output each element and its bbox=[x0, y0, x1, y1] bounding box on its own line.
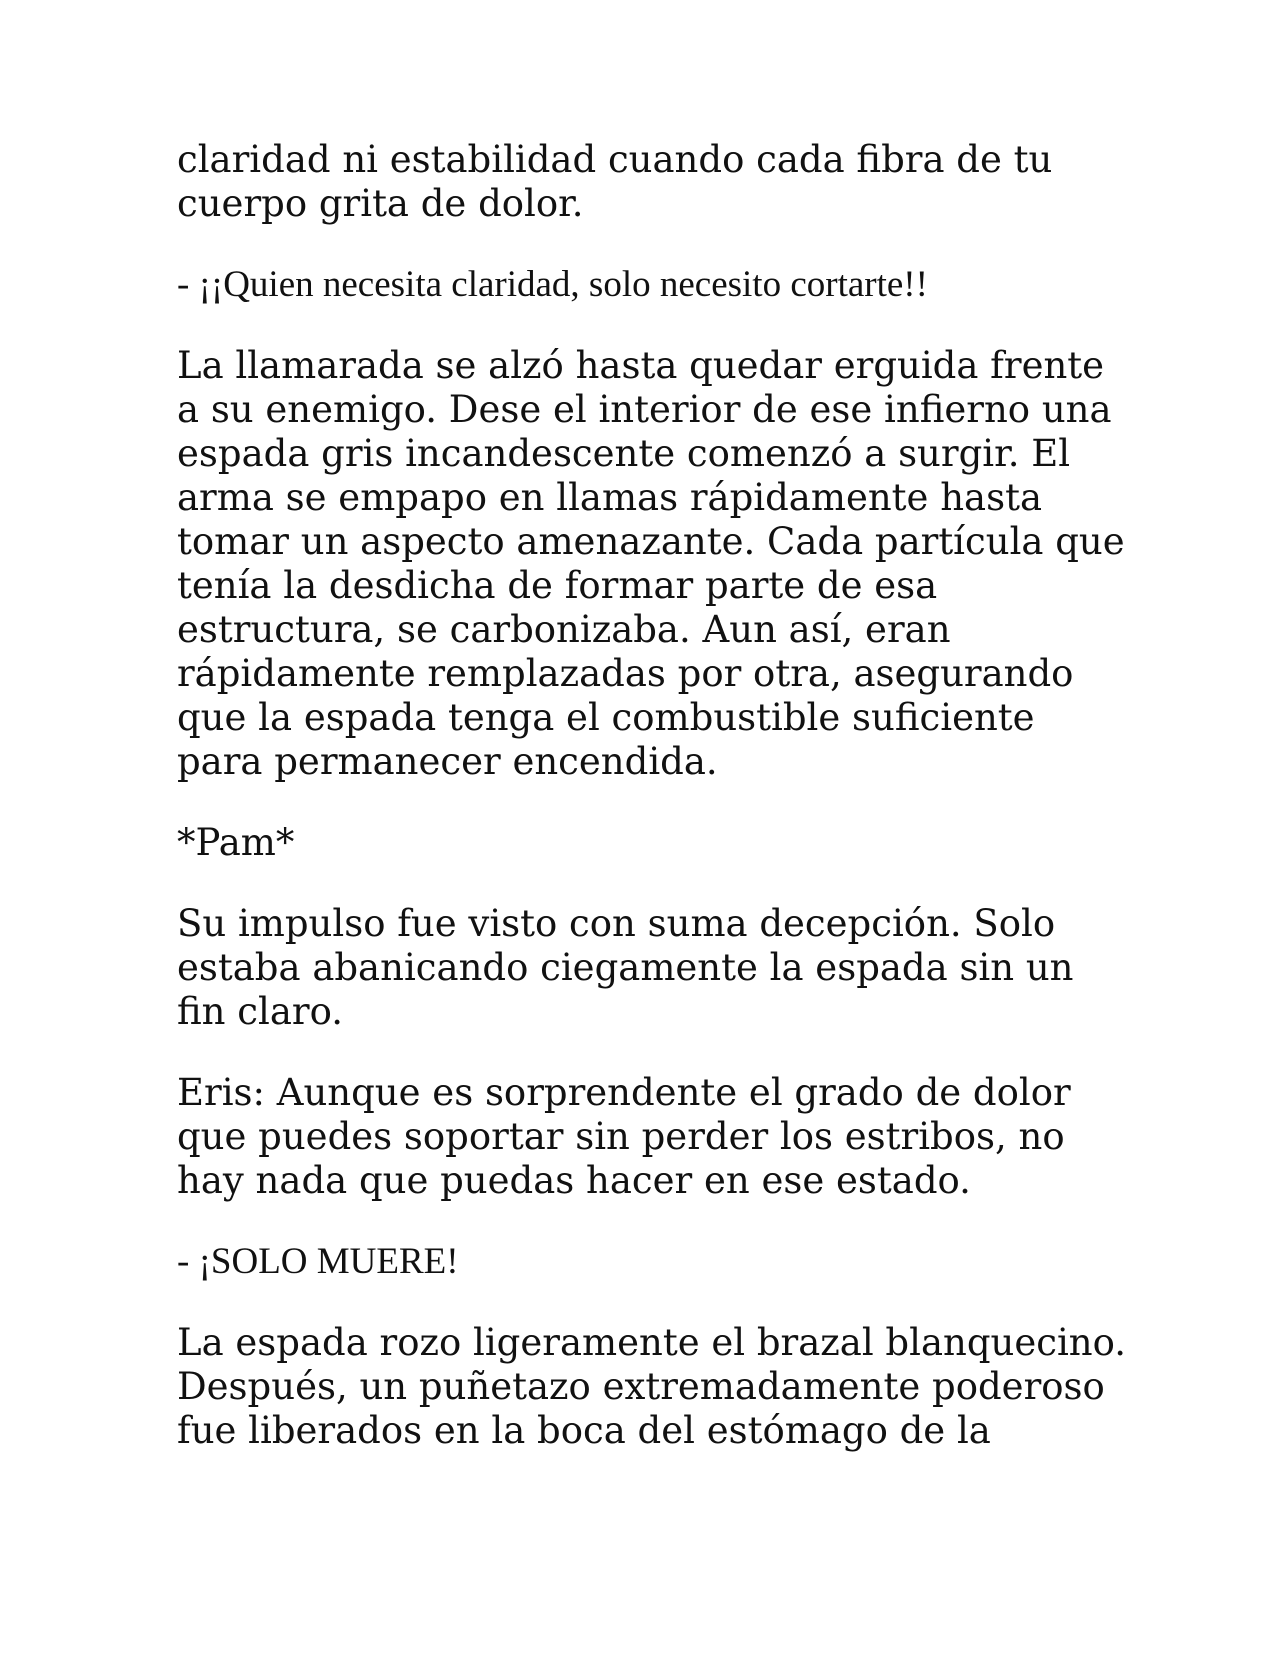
text-line: - ¡SOLO MUERE! bbox=[177, 1241, 459, 1282]
text-line: Su impulso fue visto con suma decepción. Solo bbox=[177, 902, 1056, 945]
text-line: arma se empapo en llamas rápidamente hasta bbox=[177, 476, 1043, 519]
text-line: para permanecer encendida. bbox=[177, 740, 718, 783]
text-line: La espada rozo ligeramente el brazal blanquecino. bbox=[177, 1321, 1127, 1364]
text-line: tomar un aspecto amenazante. Cada partícula que bbox=[177, 520, 1125, 563]
text-line: espada gris incandescente comenzó a surgir. El bbox=[177, 432, 1071, 475]
paragraph bbox=[177, 1071, 1107, 1203]
text-line: Después, un puñetazo extremadamente poderoso bbox=[177, 1365, 1105, 1408]
text-line: a su enemigo. Dese el interior de ese infierno una bbox=[177, 388, 1112, 431]
text-line: *Pam* bbox=[177, 821, 295, 864]
text-line: tenía la desdicha de formar parte de esa bbox=[177, 564, 938, 607]
text-line: hay nada que puedas hacer en ese estado. bbox=[177, 1159, 971, 1202]
text-line: que puedes soportar sin perder los estribos, no bbox=[177, 1115, 1065, 1158]
text-line: fue liberados en la boca del estómago de la bbox=[177, 1409, 991, 1452]
document-page bbox=[177, 138, 1127, 1490]
text-line: fin claro. bbox=[177, 990, 343, 1033]
text-line: La llamarada se alzó hasta quedar erguida frente bbox=[177, 344, 1105, 387]
paragraph bbox=[177, 902, 1107, 1034]
paragraph bbox=[177, 1321, 1127, 1453]
dialogue-line bbox=[177, 263, 1107, 307]
text-line: Eris: Aunque es sorprendente el grado de dolor bbox=[177, 1071, 1071, 1114]
sound-effect bbox=[177, 821, 1107, 865]
paragraph bbox=[177, 138, 1107, 226]
text-line: estaba abanicando ciegamente la espada sin un bbox=[177, 946, 1074, 989]
dialogue-line bbox=[177, 1240, 1107, 1284]
text-line: que la espada tenga el combustible suficiente bbox=[177, 696, 1035, 739]
text-line: estructura, se carbonizaba. Aun así, eran bbox=[177, 608, 951, 651]
paragraph bbox=[177, 344, 1125, 784]
text-line: claridad ni estabilidad cuando cada fibra de tu bbox=[177, 138, 1053, 181]
text-line: rápidamente remplazadas por otra, asegurando bbox=[177, 652, 1074, 695]
text-line: cuerpo grita de dolor. bbox=[177, 182, 584, 225]
text-line: - ¡¡Quien necesita claridad, solo necesito cortarte!! bbox=[177, 264, 928, 305]
